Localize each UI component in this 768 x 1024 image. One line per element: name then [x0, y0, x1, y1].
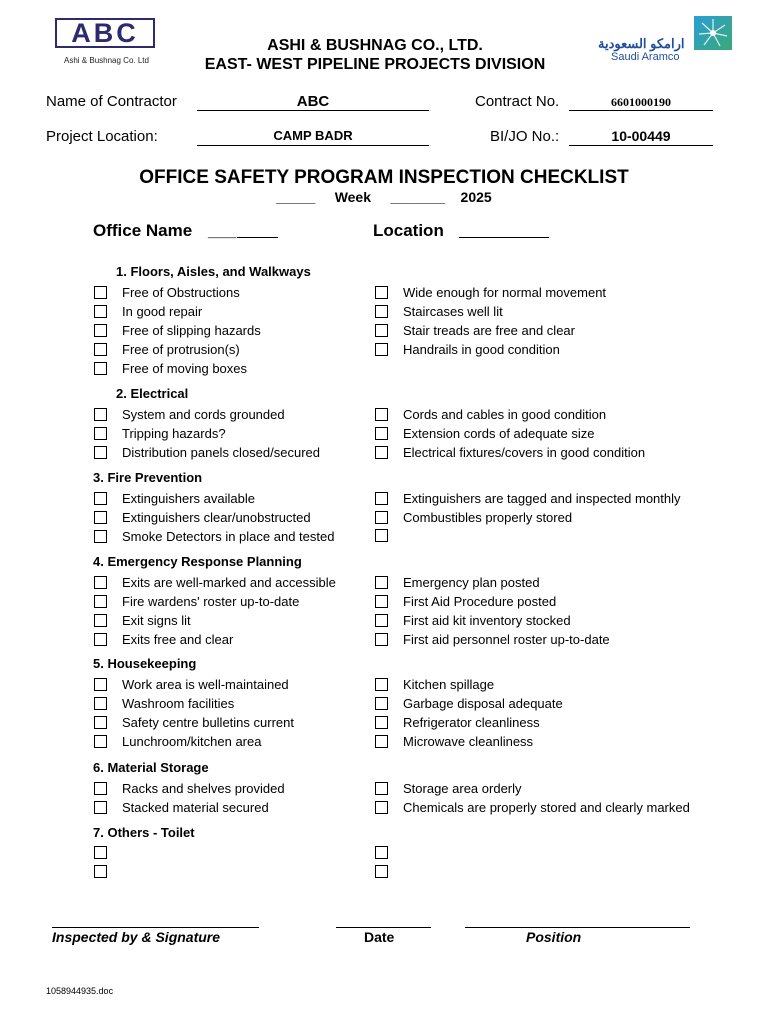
checkbox[interactable] — [94, 865, 107, 878]
checklist-item[interactable] — [94, 594, 299, 609]
section-heading: 2. Electrical — [116, 386, 189, 401]
checklist-item[interactable] — [94, 781, 285, 796]
checkbox[interactable] — [94, 305, 107, 318]
checkbox[interactable] — [375, 716, 388, 729]
checklist-item-label: Free of protrusion(s) — [122, 342, 240, 357]
week-line — [0, 189, 768, 205]
checkbox[interactable] — [94, 697, 107, 710]
checklist-item[interactable] — [375, 510, 572, 525]
checklist-item-label: Exit signs lit — [122, 613, 191, 628]
checkbox[interactable] — [375, 595, 388, 608]
checklist-item[interactable] — [375, 781, 522, 796]
checkbox[interactable] — [375, 492, 388, 505]
checklist-item-label: Racks and shelves provided — [122, 781, 285, 796]
checklist-item[interactable] — [94, 323, 261, 338]
checklist-item-label: Handrails in good condition — [403, 342, 560, 357]
checklist-item[interactable] — [94, 510, 311, 525]
checkbox[interactable] — [375, 782, 388, 795]
checklist-title: OFFICE SAFETY PROGRAM INSPECTION CHECKLIST — [139, 167, 629, 188]
checklist-item[interactable] — [94, 285, 240, 300]
checklist-item-label: Safety centre bulletins current — [122, 715, 294, 730]
checklist-item[interactable] — [375, 529, 403, 542]
checklist-item[interactable] — [94, 734, 261, 749]
checklist-item-label: In good repair — [122, 304, 203, 319]
checkbox[interactable] — [375, 697, 388, 710]
checklist-item[interactable] — [375, 846, 403, 859]
section-heading: 6. Material Storage — [93, 760, 209, 775]
checklist-item[interactable] — [375, 715, 540, 730]
checkbox[interactable] — [94, 511, 107, 524]
checklist-item-label: Microwave cleanliness — [403, 734, 534, 749]
office-name-label: Office Name — [93, 221, 193, 240]
checklist-item[interactable] — [375, 407, 606, 422]
checkbox[interactable] — [94, 286, 107, 299]
checklist-item-label: Extinguishers are tagged and inspected monthly — [403, 491, 681, 506]
checklist-item-label: Washroom facilities — [122, 696, 235, 711]
checklist-item-label: Storage area orderly — [403, 781, 522, 796]
checklist-item[interactable] — [94, 529, 334, 544]
year-value: 2025 — [460, 189, 492, 205]
checkbox[interactable] — [94, 633, 107, 646]
checklist-item-label: Extinguishers clear/unobstructed — [122, 510, 311, 525]
checkbox[interactable] — [94, 408, 107, 421]
checklist-item[interactable] — [94, 715, 294, 730]
checklist-item-label: Exits are well-marked and accessible — [122, 575, 336, 590]
checklist-item-label: Kitchen spillage — [403, 677, 495, 692]
inspector-signature-line[interactable] — [52, 927, 259, 928]
office-name-value: ___ — [208, 221, 237, 240]
checklist-item-label: First aid kit inventory stocked — [403, 613, 571, 628]
checklist-item-label: Work area is well-maintained — [122, 677, 289, 692]
checklist-item-label: Exits free and clear — [122, 632, 234, 647]
checklist-item-label: Refrigerator cleanliness — [403, 715, 540, 730]
checkbox[interactable] — [375, 576, 388, 589]
checkbox[interactable] — [94, 595, 107, 608]
position-line[interactable] — [465, 927, 690, 928]
date-label: Date — [364, 929, 395, 945]
checklist-item-label: Extension cords of adequate size — [403, 426, 595, 441]
office-name-line — [237, 237, 278, 238]
checkbox[interactable] — [375, 678, 388, 691]
checkbox[interactable] — [94, 678, 107, 691]
checklist-item-label: First aid personnel roster up-to-date — [403, 632, 610, 647]
contract-no-label: Contract No. — [475, 93, 560, 110]
week-blank: _____ — [276, 189, 316, 205]
checklist-item[interactable] — [375, 342, 560, 357]
checklist-item-label: Stair treads are free and clear — [403, 323, 575, 338]
checkbox[interactable] — [375, 801, 388, 814]
aramco-english-text: Saudi Aramco — [611, 51, 680, 61]
checklist-item-label: Combustibles properly stored — [403, 510, 573, 525]
checklist-item[interactable] — [94, 407, 285, 422]
checklist-item-label: Free of slipping hazards — [122, 323, 261, 338]
project-location-line — [197, 145, 429, 146]
section-heading: 1. Floors, Aisles, and Walkways — [116, 264, 311, 279]
checkbox[interactable] — [375, 846, 388, 859]
checklist-item[interactable] — [375, 491, 681, 506]
contract-no-line — [569, 110, 713, 111]
checklist-item-label: Smoke Detectors in place and tested — [122, 529, 335, 544]
checklist-item[interactable] — [375, 677, 494, 692]
section-heading: 7. Others - Toilet — [93, 825, 195, 840]
checklist-item-label: Lunchroom/kitchen area — [122, 734, 262, 749]
checklist-item[interactable] — [94, 677, 289, 692]
aramco-arabic-text: ارامكو السعودية — [598, 36, 685, 51]
checkbox[interactable] — [94, 446, 107, 459]
checklist-item[interactable] — [94, 491, 255, 506]
checklist-item[interactable] — [94, 575, 336, 590]
checklist-item-label: Emergency plan posted — [403, 575, 540, 590]
logo-subtitle: Ashi & Bushnag Co. Ltd — [64, 56, 149, 65]
checklist-item-label: System and cords grounded — [122, 407, 285, 422]
checklist-item[interactable] — [94, 426, 226, 441]
checkbox[interactable] — [375, 529, 388, 542]
checklist-item[interactable] — [94, 361, 247, 376]
checklist-item[interactable] — [375, 575, 540, 590]
checklist-item[interactable] — [375, 594, 556, 609]
checkbox[interactable] — [94, 716, 107, 729]
checklist-item-label: Free of moving boxes — [122, 361, 248, 376]
contract-no-value: 6601000190 — [611, 95, 671, 109]
checklist-item-label: Staircases well lit — [403, 304, 503, 319]
checklist-item-label: Garbage disposal adequate — [403, 696, 563, 711]
document-filename: 1058944935.doc — [46, 986, 114, 996]
contractor-line — [197, 110, 429, 111]
checklist-item[interactable] — [375, 613, 571, 628]
checkbox[interactable] — [94, 492, 107, 505]
checklist-item[interactable] — [375, 304, 503, 319]
abc-logo: ABC — [55, 18, 155, 48]
checklist-item-label: Tripping hazards? — [122, 426, 226, 441]
checkbox[interactable] — [94, 846, 107, 859]
checklist-item-label: Free of Obstructions — [122, 285, 240, 300]
checkbox[interactable] — [375, 324, 388, 337]
bijo-value: 10-00449 — [611, 128, 671, 144]
checkbox[interactable] — [375, 286, 388, 299]
checklist-item[interactable] — [94, 632, 233, 647]
checklist-item-label: Distribution panels closed/secured — [122, 445, 320, 460]
checkbox[interactable] — [94, 735, 107, 748]
checkbox[interactable] — [94, 530, 107, 543]
checklist-item[interactable] — [94, 800, 269, 815]
company-name: ASHI & BUSHNAG CO., LTD. — [267, 37, 483, 54]
checkbox[interactable] — [94, 427, 107, 440]
checklist-item[interactable] — [375, 426, 595, 441]
date-line[interactable] — [336, 927, 431, 928]
checklist-item-label: Extinguishers available — [122, 491, 255, 506]
position-label: Position — [526, 929, 582, 945]
bijo-line — [569, 145, 713, 146]
contractor-label: Name of Contractor — [46, 93, 177, 110]
checklist-item[interactable] — [94, 613, 191, 628]
checklist-item-label: Fire wardens' roster up-to-date — [122, 594, 300, 609]
location-line — [459, 237, 549, 238]
checklist-item-label: Electrical fixtures/covers in good condition — [403, 445, 646, 460]
checklist-item[interactable] — [375, 285, 606, 300]
checkbox[interactable] — [375, 408, 388, 421]
checklist-item[interactable] — [94, 445, 320, 460]
division-name: EAST- WEST PIPELINE PROJECTS DIVISION — [204, 56, 546, 73]
checklist-item[interactable] — [94, 865, 122, 878]
bijo-label: BI/JO No.: — [490, 128, 560, 145]
checkbox[interactable] — [375, 865, 388, 878]
checklist-item[interactable] — [94, 304, 202, 319]
checklist-item[interactable] — [375, 323, 575, 338]
checkbox[interactable] — [375, 614, 388, 627]
inspected-by-label: Inspected by & Signature — [52, 929, 221, 945]
project-location-label: Project Location: — [46, 128, 158, 145]
checklist-item-label: First Aid Procedure posted — [403, 594, 557, 609]
checklist-item-label: Stacked material secured — [122, 800, 269, 815]
checklist-item[interactable] — [375, 800, 690, 815]
contractor-value: ABC — [296, 93, 330, 110]
checklist-item-label: Chemicals are properly stored and clearly marked — [403, 800, 690, 815]
checkbox[interactable] — [375, 305, 388, 318]
checkbox[interactable] — [375, 446, 388, 459]
checklist-item[interactable] — [94, 846, 122, 859]
checkbox[interactable] — [94, 576, 107, 589]
aramco-logo-icon — [694, 16, 732, 50]
checklist-item-label: Wide enough for normal movement — [403, 285, 607, 300]
checkbox[interactable] — [375, 735, 388, 748]
company-header — [180, 36, 570, 74]
checkbox[interactable] — [375, 633, 388, 646]
project-location-value: CAMP BADR — [273, 128, 353, 143]
checkbox[interactable] — [375, 427, 388, 440]
checkbox[interactable] — [94, 801, 107, 814]
checklist-item[interactable] — [375, 445, 645, 460]
checkbox[interactable] — [94, 324, 107, 337]
week-label: Week — [334, 189, 372, 205]
checkbox[interactable] — [94, 343, 107, 356]
location-label: Location — [373, 221, 444, 240]
checkbox[interactable] — [94, 782, 107, 795]
checkbox[interactable] — [375, 511, 388, 524]
year-blank: _______ — [390, 189, 445, 205]
section-heading: 4. Emergency Response Planning — [93, 554, 302, 569]
checklist-item[interactable] — [375, 734, 533, 749]
checkbox[interactable] — [375, 343, 388, 356]
checkbox[interactable] — [94, 362, 107, 375]
checklist-item[interactable] — [94, 696, 234, 711]
checklist-item[interactable] — [375, 632, 610, 647]
checkbox[interactable] — [94, 614, 107, 627]
checklist-item[interactable] — [375, 865, 403, 878]
checklist-item-label: Cords and cables in good condition — [403, 407, 607, 422]
section-heading: 3. Fire Prevention — [93, 470, 203, 485]
checklist-item[interactable] — [375, 696, 563, 711]
checklist-item[interactable] — [94, 342, 240, 357]
section-heading: 5. Housekeeping — [93, 656, 197, 671]
